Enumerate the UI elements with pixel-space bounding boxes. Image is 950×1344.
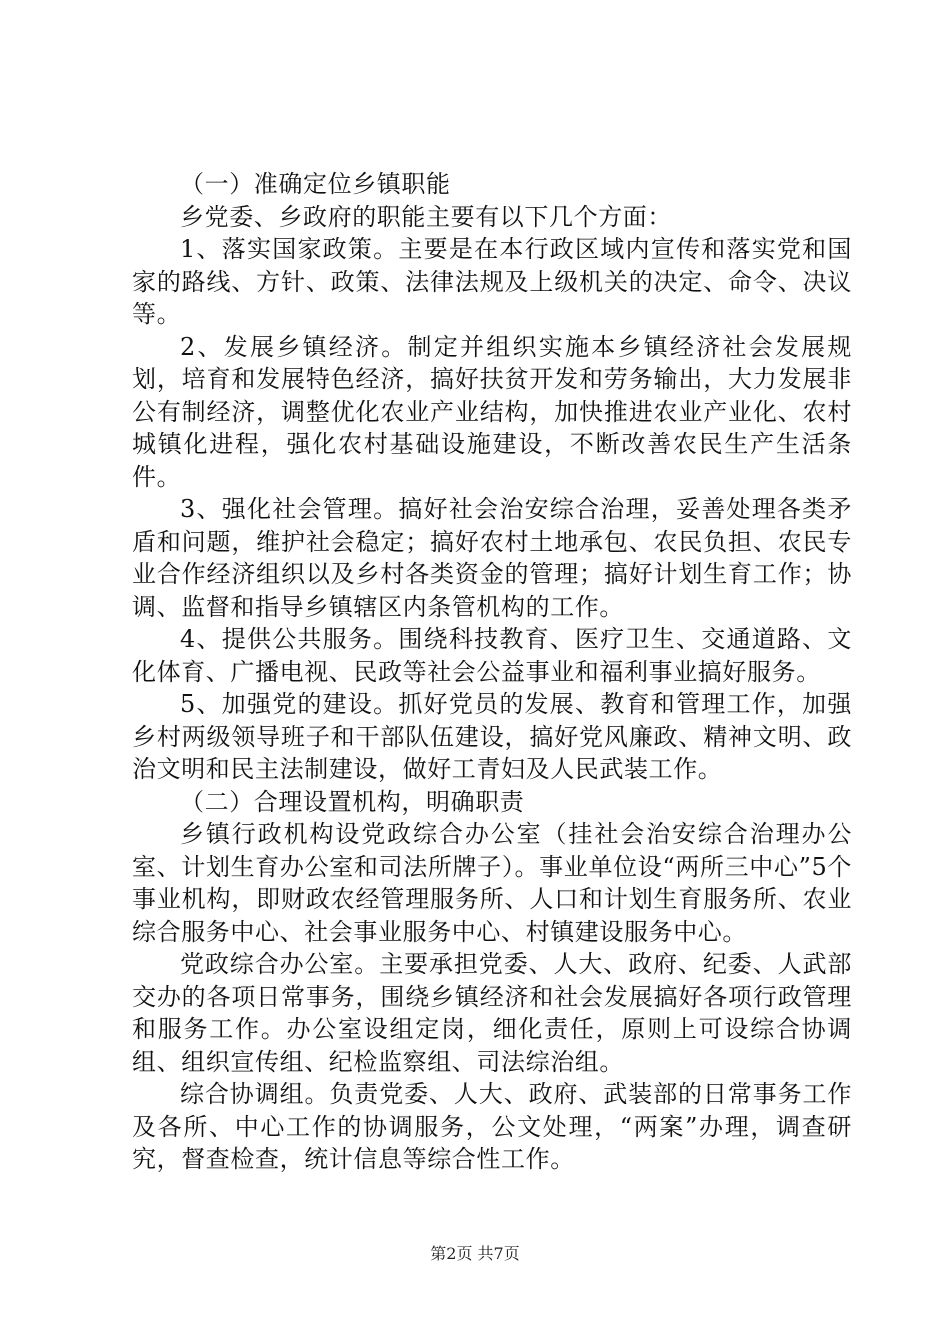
paragraph-coordination-group: 综合协调组。负责党委、人大、政府、武装部的日常事务工作及各所、中心工作的协调服务，公文处理，“两案”办理，调查研究，督查检查，统计信息等综合性工作。 [132, 1080, 852, 1173]
paragraph-item-5: 5、加强党的建设。抓好党员的发展、教育和管理工作，加强乡村两级领导班子和干部队伍建设，搞好党风廉政、精神文明、政治文明和民主法制建设，做好工青妇及人民武装工作。 [132, 690, 852, 783]
section-heading-2: （二）合理设置机构，明确职责 [180, 787, 525, 816]
paragraph-office: 党政综合办公室。主要承担党委、人大、政府、纪委、人武部交办的各项日常事务，围绕乡镇经济和社会发展搞好各项行政管理和服务工作。办公室设组定岗，细化责任，原则上可设综合协调组、组织宣传组、纪检监察组、司法综治组。 [132, 950, 852, 1076]
paragraph-item-3: 3、强化社会管理。搞好社会治安综合治理，妥善处理各类矛盾和问题，维护社会稳定；搞好农村土地承包、农民负担、农民专业合作经济组织以及乡村各类资金的管理；搞好计划生育工作；协调、监督和指导乡镇辖区内条管机构的工作。 [132, 495, 852, 621]
paragraph-item-1: 1、落实国家政策。主要是在本行政区域内宣传和落实党和国家的路线、方针、政策、法律法规及上级机关的决定、命令、决议等。 [132, 235, 852, 328]
section-heading-1: （一）准确定位乡镇职能 [180, 170, 451, 198]
paragraph-item-4: 4、提供公共服务。围绕科技教育、医疗卫生、交通道路、文化体育、广播电视、民政等社会公益事业和福利事业搞好服务。 [132, 625, 852, 686]
page-number-footer: 第2页 共7页 [430, 1244, 520, 1263]
paragraph-institutions: 乡镇行政机构设党政综合办公室（挂社会治安综合治理办公室、计划生育办公室和司法所牌子）。事业单位设“两所三中心”5个事业机构，即财政农经管理服务所、人口和计划生育服务所、农业综合服务中心、社会事业服务中心、村镇建设服务中心。 [132, 820, 852, 946]
paragraph-item-2: 2、发展乡镇经济。制定并组织实施本乡镇经济社会发展规划，培育和发展特色经济，搞好扶贫开发和劳务输出，大力发展非公有制经济，调整优化农业产业结构，加快推进农业产业化、农村城镇化进程，强化农村基础设施建设，不断改善农民生产生活条件。 [132, 332, 852, 491]
paragraph-intro: 乡党委、乡政府的职能主要有以下几个方面： [180, 202, 672, 231]
document-body [132, 168, 852, 1176]
